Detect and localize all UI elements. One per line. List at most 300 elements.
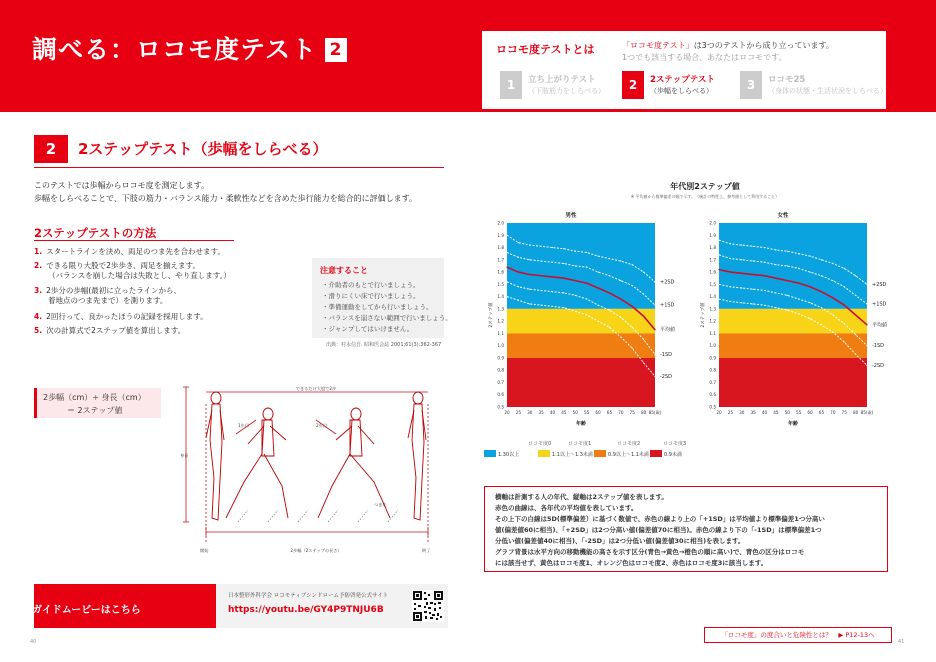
series-point xyxy=(597,287,598,288)
series-point xyxy=(609,292,610,293)
series-point xyxy=(620,260,621,261)
x-tick-label: 75 xyxy=(629,410,635,415)
series-point xyxy=(832,280,833,281)
series-point xyxy=(563,292,564,293)
series-point xyxy=(832,297,833,298)
series-point xyxy=(775,292,776,293)
explanation-line: には該当せず、黄色はロコモ度1、オレンジ色はロコモ度2、赤色はロコモ度3に該当します。 xyxy=(495,559,768,567)
series-point xyxy=(529,259,530,260)
series-point xyxy=(620,298,621,299)
series-point xyxy=(844,305,845,306)
series-point xyxy=(730,258,731,259)
series-point xyxy=(753,303,754,304)
chart-band-0 xyxy=(507,223,655,309)
x-tick-label: 40 xyxy=(549,410,556,415)
series-point xyxy=(518,257,519,258)
section-number: 2 xyxy=(34,135,68,163)
step-num: 1. xyxy=(34,247,43,256)
series-point xyxy=(798,283,799,284)
series-point xyxy=(506,281,507,282)
series-point xyxy=(654,281,655,282)
guide-org: 日本整形外科学会 ロコモティブシンドローム予防啓発公式サイト xyxy=(228,593,389,599)
series-point xyxy=(753,274,754,275)
method-step-4 xyxy=(34,311,208,322)
explanation-line: 分低い値(偏差値40に相当)、「-2SD」は2つ分低い値(偏差値30に相当)を表します。 xyxy=(495,537,745,545)
illus-top-label: できるだけ大股で2歩 xyxy=(295,386,337,391)
y-tick-label: 0.7 xyxy=(497,379,504,385)
step-text: スタートラインを決め、両足のつま先を合わせます。 xyxy=(46,247,225,256)
y-tick-label: 0.8 xyxy=(497,367,504,373)
guide-url-link[interactable]: https://youtu.be/GY4P9TNJU6B xyxy=(228,605,384,615)
y-tick-label: 0.6 xyxy=(497,392,504,398)
chart-subtitle: 女性 xyxy=(777,213,789,219)
series-point xyxy=(609,309,610,310)
caution-item: ・バランスを崩さない範囲で行いましょう。 xyxy=(322,314,452,322)
y-tick-label: 0.8 xyxy=(709,367,716,373)
series-right-label: +1SD xyxy=(872,301,887,308)
series-point xyxy=(787,251,788,252)
illus-height-label: 身長 xyxy=(180,453,189,458)
legend-label-2: 0.9以上～1.1未満 xyxy=(608,452,649,458)
series-point xyxy=(821,291,822,292)
series-point xyxy=(844,341,845,342)
caution-item: ・準備運動をしてから行いましょう。 xyxy=(322,303,433,311)
series-point xyxy=(586,267,587,268)
series-right-label: -1SD xyxy=(660,351,673,358)
caution-item: ・介助者のもとで行いましょう。 xyxy=(322,281,420,289)
series-point xyxy=(586,252,587,253)
page-number-left: 40 xyxy=(30,639,37,645)
series-point xyxy=(563,278,564,279)
chart-explanation-box xyxy=(484,486,888,572)
series-point xyxy=(632,285,633,286)
chart-subtitle: 男性 xyxy=(565,213,577,219)
y-tick-label: 1.8 xyxy=(497,245,504,251)
series-point xyxy=(506,252,507,253)
series-right-label: +2SD xyxy=(872,281,887,288)
desc-highlight: 「ロコモ度テスト」 xyxy=(622,41,694,50)
x-tick-label: 45 xyxy=(561,410,567,415)
series-point xyxy=(506,296,507,297)
y-tick-label: 0.7 xyxy=(709,379,716,385)
series-point xyxy=(518,286,519,287)
chart-band-2 xyxy=(719,333,867,358)
series-point xyxy=(541,260,542,261)
chart-ylabel: 2ステップ値 xyxy=(701,302,706,328)
series-point xyxy=(541,305,542,306)
page-title-text: 調べる：ロコモ度テスト xyxy=(32,35,318,64)
step-text: 2歩分の歩幅(最初に立ったラインから、 xyxy=(46,286,182,295)
x-tick-label: 65 xyxy=(818,410,825,415)
series-point xyxy=(753,246,754,247)
figure-step-1 xyxy=(226,408,288,518)
y-tick-label: 2.0 xyxy=(709,220,716,226)
series-point xyxy=(643,362,644,363)
chart-0 xyxy=(487,211,675,427)
x-tick-label: 45 xyxy=(773,410,779,415)
x-tick-label: 60 xyxy=(807,410,813,415)
explanation-line: 赤色の曲線は、各年代の平均値を表しています。 xyxy=(495,504,638,512)
caution-source: 出典：村永信吾. 昭和医会誌 2001;61(3):362-367 xyxy=(326,342,442,348)
step-num: 5. xyxy=(34,326,43,335)
series-point xyxy=(654,329,655,330)
series-right-label: 平均値 xyxy=(872,322,888,329)
illus-step2-label: 2歩目 xyxy=(316,423,328,428)
series-point xyxy=(775,307,776,308)
y-tick-label: 1.2 xyxy=(709,318,716,324)
formula-line-1: 2歩幅（cm）÷ 身長（cm） xyxy=(43,393,146,402)
series-point xyxy=(609,327,610,328)
series-point xyxy=(518,242,519,243)
series-point xyxy=(518,271,519,272)
y-tick-label: 1.0 xyxy=(497,343,504,349)
series-point xyxy=(741,244,742,245)
explanation-line: グラフ背景は水平方向の移動機能の高さを示す区分(青色→黄色→橙色の順に高い)で、青色の区分はロコモ xyxy=(495,548,805,556)
series-point xyxy=(787,309,788,310)
step-name: ロコモ25 xyxy=(768,75,806,85)
x-tick-label: 65 xyxy=(606,410,613,415)
series-point xyxy=(575,295,576,296)
series-point xyxy=(741,287,742,288)
y-tick-label: 1.9 xyxy=(497,232,504,238)
y-tick-label: 0.9 xyxy=(709,355,716,361)
method-step-2-sub xyxy=(34,270,231,281)
chart-band-3 xyxy=(719,358,867,407)
chart-xlabel: 年齢 xyxy=(787,421,799,427)
y-tick-label: 1.2 xyxy=(497,318,504,324)
series-point xyxy=(529,303,530,304)
x-tick-label: 70 xyxy=(830,410,836,415)
series-point xyxy=(597,256,598,257)
series-point xyxy=(764,305,765,306)
y-tick-label: 1.0 xyxy=(709,343,716,349)
illus-stride-label: 2歩幅（2ステップの長さ） xyxy=(290,548,342,553)
series-point xyxy=(575,280,576,281)
series-point xyxy=(855,295,856,296)
section-divider xyxy=(34,167,444,168)
series-point xyxy=(643,271,644,272)
chart-note: ※ 平均値から標準偏差の幅で示す。（統計の特性上、参考値として利用すること） xyxy=(630,194,780,199)
page-number-right: 41 xyxy=(898,639,905,645)
two-step-illustration xyxy=(178,382,448,557)
series-point xyxy=(643,339,644,340)
y-tick-label: 1.7 xyxy=(497,257,504,263)
series-point xyxy=(821,259,822,260)
series-point xyxy=(552,262,553,263)
series-point xyxy=(506,267,507,268)
illus-end-label: 終了 xyxy=(422,548,431,553)
x-tick-label: 75 xyxy=(841,410,847,415)
series-point xyxy=(552,306,553,307)
illus-step1-label: 1歩目 xyxy=(238,423,250,428)
step-item-3 xyxy=(740,71,886,99)
chart-band-3 xyxy=(507,358,655,407)
method-title-underline xyxy=(34,240,234,241)
series-point xyxy=(741,259,742,260)
series-point xyxy=(809,286,810,287)
legend-swatch-2 xyxy=(594,450,606,457)
series-point xyxy=(506,235,507,236)
series-point xyxy=(764,275,765,276)
y-tick-label: 0.9 xyxy=(497,355,504,361)
series-point xyxy=(575,251,576,252)
legend-label-3: 0.9未満 xyxy=(664,452,682,458)
series-point xyxy=(809,256,810,257)
series-point xyxy=(866,284,867,285)
x-tick-label: 50 xyxy=(784,410,790,415)
series-point xyxy=(741,273,742,274)
series-point xyxy=(552,276,553,277)
chart-band-1 xyxy=(719,309,867,334)
y-tick-label: 1.3 xyxy=(497,306,504,312)
series-point xyxy=(821,307,822,308)
series-point xyxy=(764,290,765,291)
series-point xyxy=(775,249,776,250)
step-name: 2ステップテスト xyxy=(650,75,715,85)
step-item-1 xyxy=(500,71,620,99)
series-point xyxy=(718,254,719,255)
figure-standing-start xyxy=(206,392,224,520)
x-tick-label: 80 xyxy=(640,410,647,415)
illus-start-label: 開始 xyxy=(200,548,209,553)
series-point xyxy=(832,314,833,315)
explanation-line: その上下の白線は5D(標準偏差）に基づく数値で、赤色の線より上の「+1SD」は平均値より標準偏差1つ分高い xyxy=(495,515,825,523)
series-point xyxy=(620,280,621,281)
series-point xyxy=(821,275,822,276)
series-point xyxy=(529,244,530,245)
test-overview-label: ロコモ度テストとは xyxy=(496,43,595,56)
chart-band-1 xyxy=(507,309,655,334)
x-tick-label: 80 xyxy=(852,410,859,415)
series-point xyxy=(552,291,553,292)
series-point xyxy=(809,271,810,272)
step-name: 立ち上がりテスト xyxy=(528,75,596,85)
step-text: 次の計算式で2ステップ値を算出します。 xyxy=(46,326,186,335)
x-tick-label: 85(歳) xyxy=(648,410,662,415)
series-point xyxy=(855,314,856,315)
series-point xyxy=(844,286,845,287)
chart-title: 年代別2ステップ値 xyxy=(670,182,740,191)
x-tick-label: 20 xyxy=(504,410,510,415)
series-point xyxy=(718,269,719,270)
step-text: できる限り大股で2歩歩き、両足を揃えます。 xyxy=(46,261,200,270)
series-point xyxy=(787,295,788,296)
qr-code-icon[interactable] xyxy=(412,590,444,622)
y-tick-label: 1.1 xyxy=(709,330,716,336)
step-num: 4. xyxy=(34,312,43,321)
series-point xyxy=(775,278,776,279)
series-point xyxy=(654,305,655,306)
series-point xyxy=(563,307,564,308)
series-point xyxy=(730,286,731,287)
series-point xyxy=(632,306,633,307)
series-point xyxy=(866,324,867,325)
series-point xyxy=(855,275,856,276)
x-tick-label: 50 xyxy=(572,410,578,415)
step-sub: （下肢筋力をしらべる） xyxy=(528,87,605,95)
series-point xyxy=(575,265,576,266)
series-point xyxy=(844,323,845,324)
caution-title: 注意すること xyxy=(320,266,368,275)
series-point xyxy=(718,298,719,299)
series-point xyxy=(718,284,719,285)
series-right-label: -2SD xyxy=(660,373,673,380)
y-tick-label: 1.5 xyxy=(709,281,716,287)
series-point xyxy=(609,258,610,259)
x-tick-label: 35 xyxy=(538,410,544,415)
series-point xyxy=(563,263,564,264)
series-point xyxy=(787,280,788,281)
series-point xyxy=(620,336,621,337)
y-tick-label: 1.5 xyxy=(497,281,504,287)
test-overview-desc2: 1つでも該当する場合、あなたはロコモです。 xyxy=(622,53,787,62)
series-point xyxy=(609,275,610,276)
y-tick-label: 2.0 xyxy=(497,220,504,226)
legend-label-0: 1.30以上 xyxy=(498,452,520,458)
series-point xyxy=(541,275,542,276)
series-point xyxy=(809,318,810,319)
series-point xyxy=(730,301,731,302)
y-tick-label: 1.1 xyxy=(497,330,504,336)
y-tick-label: 1.6 xyxy=(709,269,716,275)
legend-swatch-3 xyxy=(650,450,662,457)
series-point xyxy=(597,321,598,322)
series-point xyxy=(643,316,644,317)
step-sub: （歩幅をしらべる） xyxy=(650,87,713,95)
series-point xyxy=(586,298,587,299)
x-tick-label: 30 xyxy=(527,410,533,415)
x-tick-label: 30 xyxy=(739,410,745,415)
series-point xyxy=(620,317,621,318)
legend-swatch-1 xyxy=(538,450,550,457)
step-number: 3 xyxy=(740,71,762,99)
legend-title-3: ロコモ度3 xyxy=(663,441,687,447)
age-two-step-charts xyxy=(485,205,905,440)
series-point xyxy=(529,289,530,290)
y-tick-label: 1.9 xyxy=(709,232,716,238)
y-tick-label: 1.4 xyxy=(709,294,716,300)
series-point xyxy=(632,348,633,349)
series-point xyxy=(597,271,598,272)
series-point xyxy=(775,264,776,265)
formula-line-2: ＝ 2ステップ値 xyxy=(67,406,123,415)
series-point xyxy=(654,376,655,377)
guide-movie-label[interactable]: ガイドムービーはこちら xyxy=(32,605,141,616)
series-point xyxy=(741,302,742,303)
illus-foot-label: つま先 xyxy=(374,502,387,507)
series-point xyxy=(866,303,867,304)
series-point xyxy=(866,345,867,346)
page-link[interactable]: 「ロコモ度」の度合いと危険性とは？ ▶ P12-13へ xyxy=(704,627,892,643)
y-tick-label: 0.5 xyxy=(497,404,504,410)
series-right-label: -2SD xyxy=(872,362,885,369)
section-title: 2ステップテスト（歩幅をしらべる） xyxy=(78,140,328,158)
series-point xyxy=(586,283,587,284)
test-overview-panel xyxy=(482,31,886,109)
intro-line-1: このテストでは歩幅からロコモ度を測定します。 xyxy=(34,181,210,190)
caution-item: ・ジャンプしてはいけません。 xyxy=(322,325,414,333)
step-item-2 xyxy=(622,71,732,99)
x-tick-label: 35 xyxy=(750,410,756,415)
method-step-1 xyxy=(34,246,225,257)
chart-1 xyxy=(699,211,887,427)
series-point xyxy=(654,354,655,355)
series-point xyxy=(855,334,856,335)
x-tick-label: 60 xyxy=(595,410,601,415)
series-point xyxy=(832,332,833,333)
step-number: 1 xyxy=(500,71,522,99)
figure-standing-end xyxy=(408,392,426,520)
explanation-line: 値(偏差値60に相当)、「+2SD」は2つ分高い値(偏差値70に相当)。赤色の線より下の「-1SD」は標準偏差1つ xyxy=(495,526,822,534)
series-point xyxy=(586,314,587,315)
y-tick-label: 1.6 xyxy=(497,269,504,275)
series-right-label: +2SD xyxy=(660,279,675,286)
legend-title-1: ロコモ度1 xyxy=(568,441,592,447)
test-overview-desc1 xyxy=(622,40,834,51)
series-right-label: +1SD xyxy=(660,302,675,309)
series-point xyxy=(518,300,519,301)
series-point xyxy=(798,268,799,269)
series-point xyxy=(753,289,754,290)
formula-box xyxy=(34,388,161,418)
step-sub: （バランスを崩した場合は失敗とし、やり直します。） xyxy=(48,271,231,280)
explanation-line: 横軸は計測する人の年代、縦軸は2ステップ値を表します。 xyxy=(495,493,668,501)
intro-line-2: 歩幅をしらべることで、下肢の筋力・バランス能力・柔軟性などを含めた歩行能力を総合的に評価します。 xyxy=(34,194,417,203)
series-point xyxy=(718,240,719,241)
step-num: 2. xyxy=(34,261,43,270)
y-tick-label: 1.7 xyxy=(709,257,716,263)
legend-title-0: ロコモ度0 xyxy=(528,441,552,447)
series-point xyxy=(730,243,731,244)
series-point xyxy=(832,263,833,264)
method-title: 2ステップテストの方法 xyxy=(34,226,157,240)
series-point xyxy=(730,271,731,272)
x-tick-label: 55 xyxy=(796,410,802,415)
step-sub: 着地点のつま先まで）を測ります。 xyxy=(48,296,168,305)
page-title xyxy=(32,30,347,66)
series-point xyxy=(764,262,765,263)
series-right-label: -1SD xyxy=(872,343,885,350)
series-point xyxy=(855,354,856,355)
y-tick-label: 1.8 xyxy=(709,245,716,251)
series-point xyxy=(798,313,799,314)
x-tick-label: 25 xyxy=(515,410,522,415)
series-point xyxy=(529,274,530,275)
step-number: 2 xyxy=(622,71,644,99)
x-tick-label: 85(歳) xyxy=(860,410,874,415)
y-tick-label: 0.5 xyxy=(709,404,716,410)
series-point xyxy=(632,264,633,265)
x-tick-label: 70 xyxy=(618,410,624,415)
series-point xyxy=(809,302,810,303)
method-step-3-sub xyxy=(34,295,167,306)
y-tick-label: 0.6 xyxy=(709,392,716,398)
step-num: 3. xyxy=(34,286,43,295)
chart-band-2 xyxy=(507,333,655,358)
series-point xyxy=(541,290,542,291)
series-right-label: 平均値 xyxy=(660,327,676,334)
chart-band-0 xyxy=(719,223,867,309)
method-step-5 xyxy=(34,325,185,336)
chart-xlabel: 年齢 xyxy=(575,421,587,427)
series-point xyxy=(798,298,799,299)
series-point xyxy=(597,305,598,306)
series-point xyxy=(753,260,754,261)
x-tick-label: 40 xyxy=(761,410,768,415)
legend-title-2: ロコモ度2 xyxy=(617,441,641,447)
step-text: 2回行って、良かったほうの記録を採用します。 xyxy=(46,312,208,321)
series-point xyxy=(541,246,542,247)
